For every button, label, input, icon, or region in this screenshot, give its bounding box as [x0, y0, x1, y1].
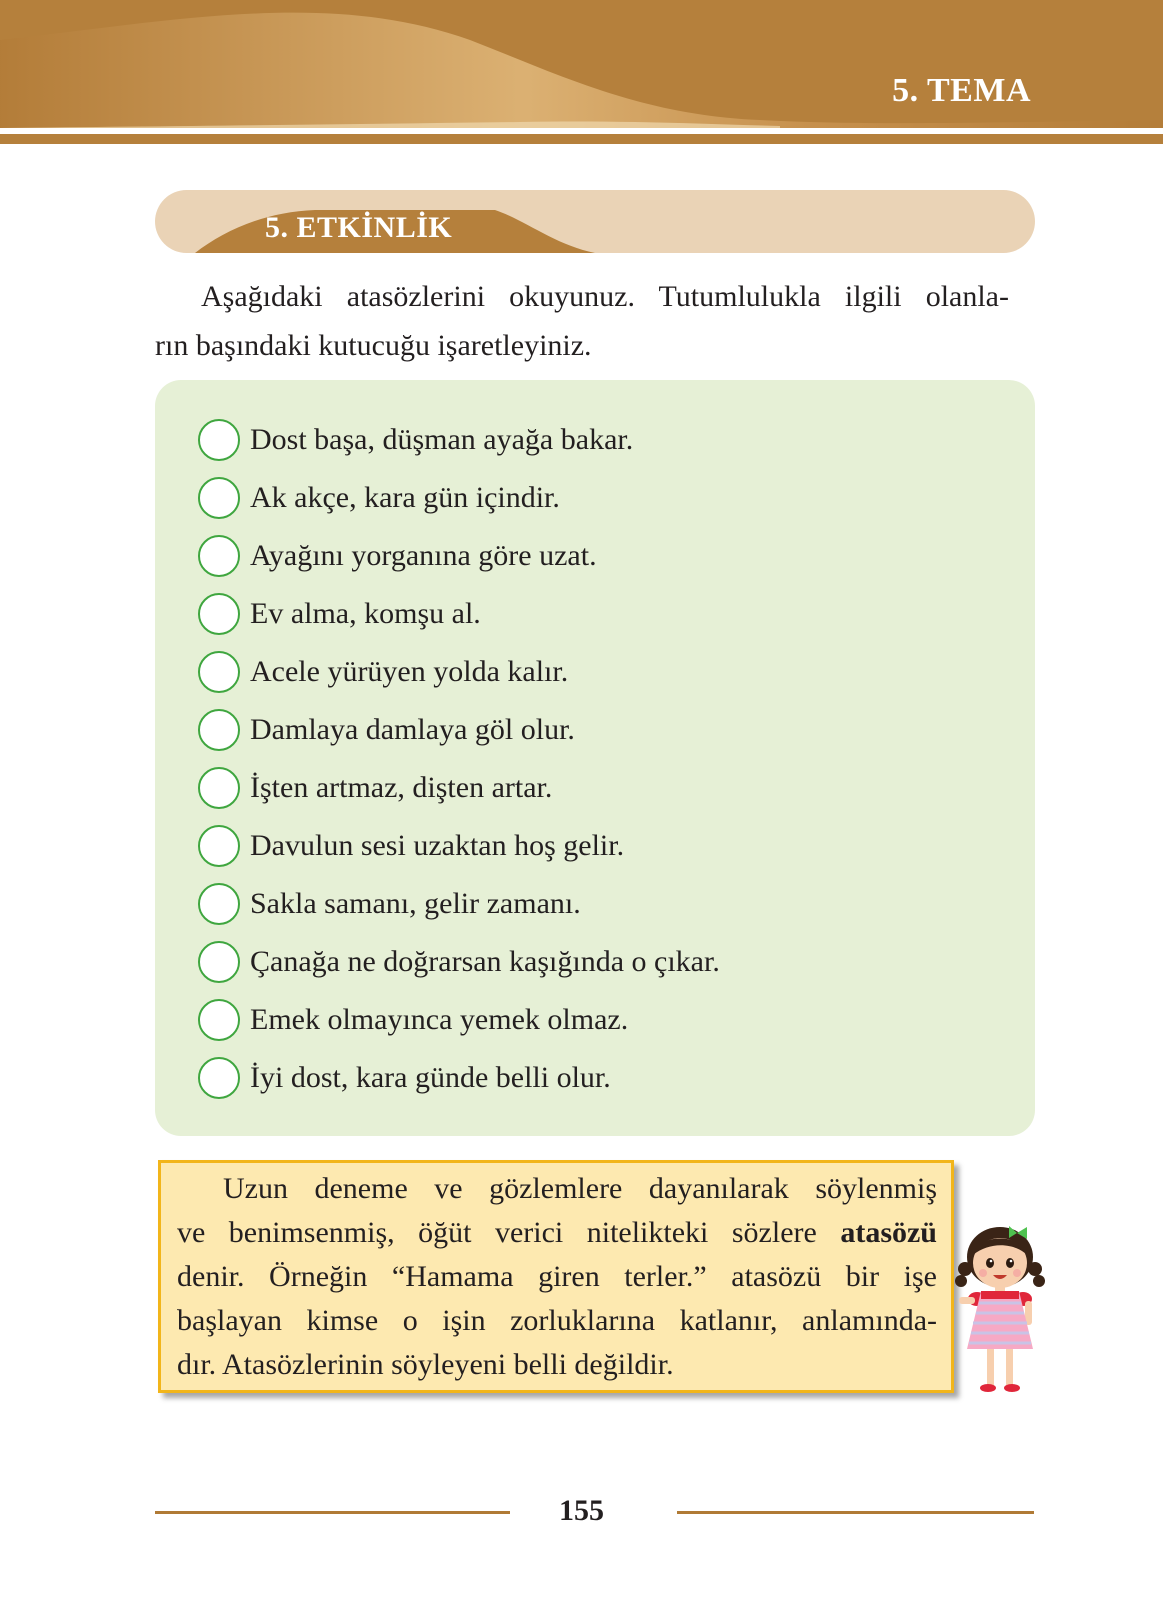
- proverb-text: Emek olmayınca yemek olmaz.: [250, 1003, 629, 1036]
- proverb-checkbox[interactable]: [198, 941, 240, 983]
- proverb-text: Davulun sesi uzaktan hoş gelir.: [250, 829, 625, 862]
- proverb-text: Acele yürüyen yolda kalır.: [250, 655, 569, 688]
- proverb-checkbox[interactable]: [198, 419, 240, 461]
- proverb-item: [198, 995, 628, 1045]
- instruction-line-2: rın başındaki kutucuğu işaretleyiniz.: [155, 329, 592, 362]
- proverb-text: Sakla samanı, gelir zamanı.: [250, 887, 581, 920]
- proverb-text: Ak akçe, kara gün içindir.: [250, 481, 560, 514]
- proverb-text: Damlaya damlaya göl olur.: [250, 713, 575, 746]
- proverb-item: [198, 705, 575, 755]
- info-line-4: başlayan kimse o işin zorluklarına katlanır, anlamında-: [177, 1304, 937, 1337]
- proverb-text: İşten artmaz, dişten artar.: [250, 771, 553, 804]
- info-line-2: ve benimsenmiş, öğüt verici nitelikteki sözlere: [177, 1216, 841, 1249]
- proverb-checkbox[interactable]: [198, 883, 240, 925]
- info-term-bold: atasözü: [840, 1216, 937, 1249]
- proverb-item: [198, 415, 633, 465]
- proverb-text: Ayağını yorganına göre uzat.: [250, 539, 597, 572]
- proverb-checkbox[interactable]: [198, 477, 240, 519]
- proverb-text: Dost başa, düşman ayağa bakar.: [250, 423, 634, 456]
- info-text: [177, 1167, 937, 1387]
- proverb-item: [198, 1053, 611, 1103]
- proverb-item: [198, 473, 560, 523]
- info-line-1: Uzun deneme ve gözlemlere dayanılarak söylenmiş: [223, 1172, 937, 1205]
- proverb-text: İyi dost, kara günde belli olur.: [250, 1061, 611, 1094]
- proverb-checkbox[interactable]: [198, 1057, 240, 1099]
- proverb-item: [198, 531, 597, 581]
- proverb-item: [198, 879, 581, 929]
- proverb-checkbox[interactable]: [198, 535, 240, 577]
- proverb-checkbox[interactable]: [198, 593, 240, 635]
- proverb-text: Çanağa ne doğrarsan kaşığında o çıkar.: [250, 945, 720, 978]
- proverb-checkbox[interactable]: [198, 999, 240, 1041]
- info-line-5: dır. Atasözlerinin söyleyeni belli değildir.: [177, 1348, 674, 1381]
- proverb-text: Ev alma, komşu al.: [250, 597, 481, 630]
- proverb-item: [198, 937, 720, 987]
- proverb-item: [198, 647, 568, 697]
- girl-illustration: [955, 1225, 1045, 1395]
- activity-title: 5. ETKİNLİK: [265, 211, 453, 244]
- proverb-checkbox[interactable]: [198, 767, 240, 809]
- info-line-3: denir. Örneğin “Hamama giren terler.” atasözü bir işe: [177, 1260, 937, 1293]
- proverb-checkbox[interactable]: [198, 709, 240, 751]
- proverb-item: [198, 589, 481, 639]
- page-number: 155: [559, 1494, 604, 1527]
- proverb-item: [198, 821, 624, 871]
- proverb-checkbox[interactable]: [198, 651, 240, 693]
- proverb-item: [198, 763, 552, 813]
- instruction-line-1: Aşağıdaki atasözlerini okuyunuz. Tutumlulukla ilgili olanla-: [201, 280, 1009, 313]
- theme-label: 5. TEMA: [892, 72, 1031, 109]
- activity-instruction: [155, 272, 1009, 370]
- proverb-checkbox[interactable]: [198, 825, 240, 867]
